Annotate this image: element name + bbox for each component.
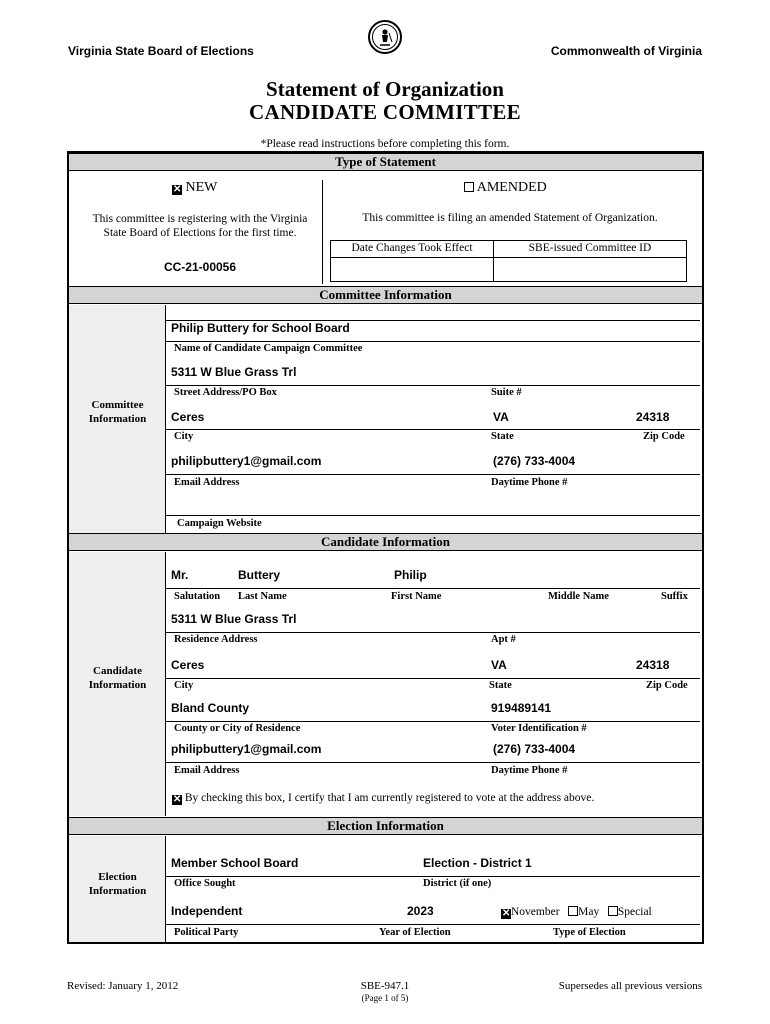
amended-checkbox[interactable] [464,182,474,192]
candidate-voter-id-value[interactable]: 919489141 [491,701,552,715]
type-of-statement-heading: Type of Statement [69,153,702,171]
candidate-voter-id-label: Voter Identification # [491,723,587,734]
candidate-zip-label: Zip Code [646,680,688,691]
candidate-apt-label: Apt # [491,634,516,645]
state-seal-inner [372,24,398,50]
candidate-last-value[interactable]: Buttery [238,568,281,582]
statement-divider [322,180,323,284]
committee-street-label: Street Address/PO Box [174,387,277,398]
date-changes-field[interactable] [332,259,491,280]
district-value[interactable]: Election - District 1 [423,856,532,870]
candidate-email-value[interactable]: philipbuttery1@gmail.com [171,742,322,756]
amended-fields-rule [330,257,687,258]
election-side-label: Election Information [88,871,147,897]
footer-revised: Revised: January 1, 2012 [67,980,179,992]
form-title: Statement of Organization [266,77,504,101]
candidate-county-value[interactable]: Bland County [171,701,249,715]
candidate-city-label: City [174,680,194,691]
candidate-info-heading: Candidate Information [69,533,702,551]
candidate-last-label: Last Name [238,591,287,602]
certify-option[interactable] [172,792,594,805]
candidate-state-label: State [489,680,512,691]
office-sought-value[interactable]: Member School Board [171,856,299,870]
sbe-id-field[interactable] [495,259,685,280]
candidate-salutation-label: Salutation [174,591,221,602]
committee-zip-label: Zip Code [643,431,685,442]
candidate-phone-label: Daytime Phone # [491,765,568,776]
committee-email-label: Email Address [174,477,240,488]
committee-side-label: Committee Information [88,399,147,425]
sbe-id-label: SBE-issued Committee ID [528,242,652,254]
candidate-zip-value[interactable]: 24318 [636,658,670,672]
footer-page-number: (Page 1 of 5) [361,993,409,1003]
candidate-state-value[interactable]: VA [491,658,507,672]
candidate-salutation-value[interactable]: Mr. [171,568,189,582]
special-label: Special [617,906,652,918]
november-option[interactable] [501,906,562,918]
special-option[interactable] [605,906,652,918]
committee-phone-value[interactable]: (276) 733-4004 [493,454,576,468]
candidate-phone-value[interactable]: (276) 733-4004 [493,742,576,756]
new-label: NEW [185,180,218,195]
election-info-heading: Election Information [69,817,702,835]
candidate-first-label: First Name [391,591,442,602]
november-checkbox[interactable]: ✕ [502,908,511,919]
may-option[interactable] [565,906,602,918]
committee-rule-4 [166,429,700,430]
committee-city-label: City [174,431,194,442]
candidate-rule-5 [166,762,700,763]
committee-suite-label: Suite # [491,387,522,398]
footer-supersedes: Supersedes all previous versions [558,980,702,992]
amended-option[interactable] [464,180,547,196]
committee-email-value[interactable]: philipbuttery1@gmail.com [171,454,322,468]
may-checkbox[interactable] [568,906,578,916]
office-sought-label: Office Sought [174,878,236,889]
candidate-city-value[interactable]: Ceres [171,658,205,672]
date-changes-label: Date Changes Took Effect [351,242,473,254]
political-party-value[interactable]: Independent [171,904,243,918]
header-left-text: Virginia State Board of Elections [68,44,254,58]
committee-rule-6 [166,515,700,516]
election-rule-1 [166,876,700,877]
candidate-county-label: County or City of Residence [174,723,301,734]
amended-description: This committee is filing an amended Statement of Organization. [362,212,658,224]
committee-website-label: Campaign Website [177,518,262,529]
committee-rule-5 [166,474,700,475]
election-type-options [501,906,652,919]
election-type-label: Type of Election [553,927,626,938]
instructions-note: *Please read instructions before completing this form. [260,138,510,150]
candidate-rule-3 [166,678,700,679]
committee-city-value[interactable]: Ceres [171,410,205,424]
election-rule-2 [166,924,700,925]
political-party-label: Political Party [174,927,239,938]
election-year-value[interactable]: 2023 [407,904,434,918]
new-description: This committee is registering with the Virginia State Board of Elections for the first time. [92,213,308,239]
candidate-residence-label: Residence Address [174,634,258,645]
form-subtitle: CANDIDATE COMMITTEE [249,100,521,124]
committee-name-label: Name of Candidate Campaign Committee [174,343,363,354]
committee-street-value[interactable]: 5311 W Blue Grass Trl [171,365,297,379]
district-label: District (if one) [423,878,492,889]
header-right-text: Commonwealth of Virginia [550,44,702,58]
certify-text: By checking this box, I certify that I am currently registered to vote at the address above. [184,792,595,804]
certify-checkbox[interactable]: ✕ [173,794,182,805]
committee-state-label: State [491,431,514,442]
footer-form-number: SBE-947.1 [360,980,410,992]
candidate-first-value[interactable]: Philip [394,568,427,582]
election-year-label: Year of Election [379,927,451,938]
committee-name-value[interactable]: Philip Buttery for School Board [171,321,350,335]
new-checkbox[interactable]: ✕ [173,184,182,195]
november-label: November [511,906,560,918]
candidate-residence-value[interactable]: 5311 W Blue Grass Trl [171,612,297,626]
candidate-rule-4 [166,721,700,722]
new-committee-id: CC-21-00056 [163,260,237,274]
committee-phone-label: Daytime Phone # [491,477,568,488]
may-label: May [578,906,600,918]
committee-rule-3 [166,385,700,386]
candidate-rule-1 [166,588,700,589]
new-option[interactable] [172,180,217,196]
committee-state-value[interactable]: VA [493,410,509,424]
special-checkbox[interactable] [608,906,618,916]
committee-info-heading: Committee Information [69,286,702,304]
candidate-email-label: Email Address [174,765,240,776]
candidate-middle-label: Middle Name [548,591,609,602]
amended-label: AMENDED [476,180,547,195]
candidate-side-label: Candidate Information [88,665,147,691]
committee-rule-2 [166,341,700,342]
committee-zip-value[interactable]: 24318 [636,410,670,424]
candidate-suffix-label: Suffix [661,591,688,602]
candidate-rule-2 [166,632,700,633]
